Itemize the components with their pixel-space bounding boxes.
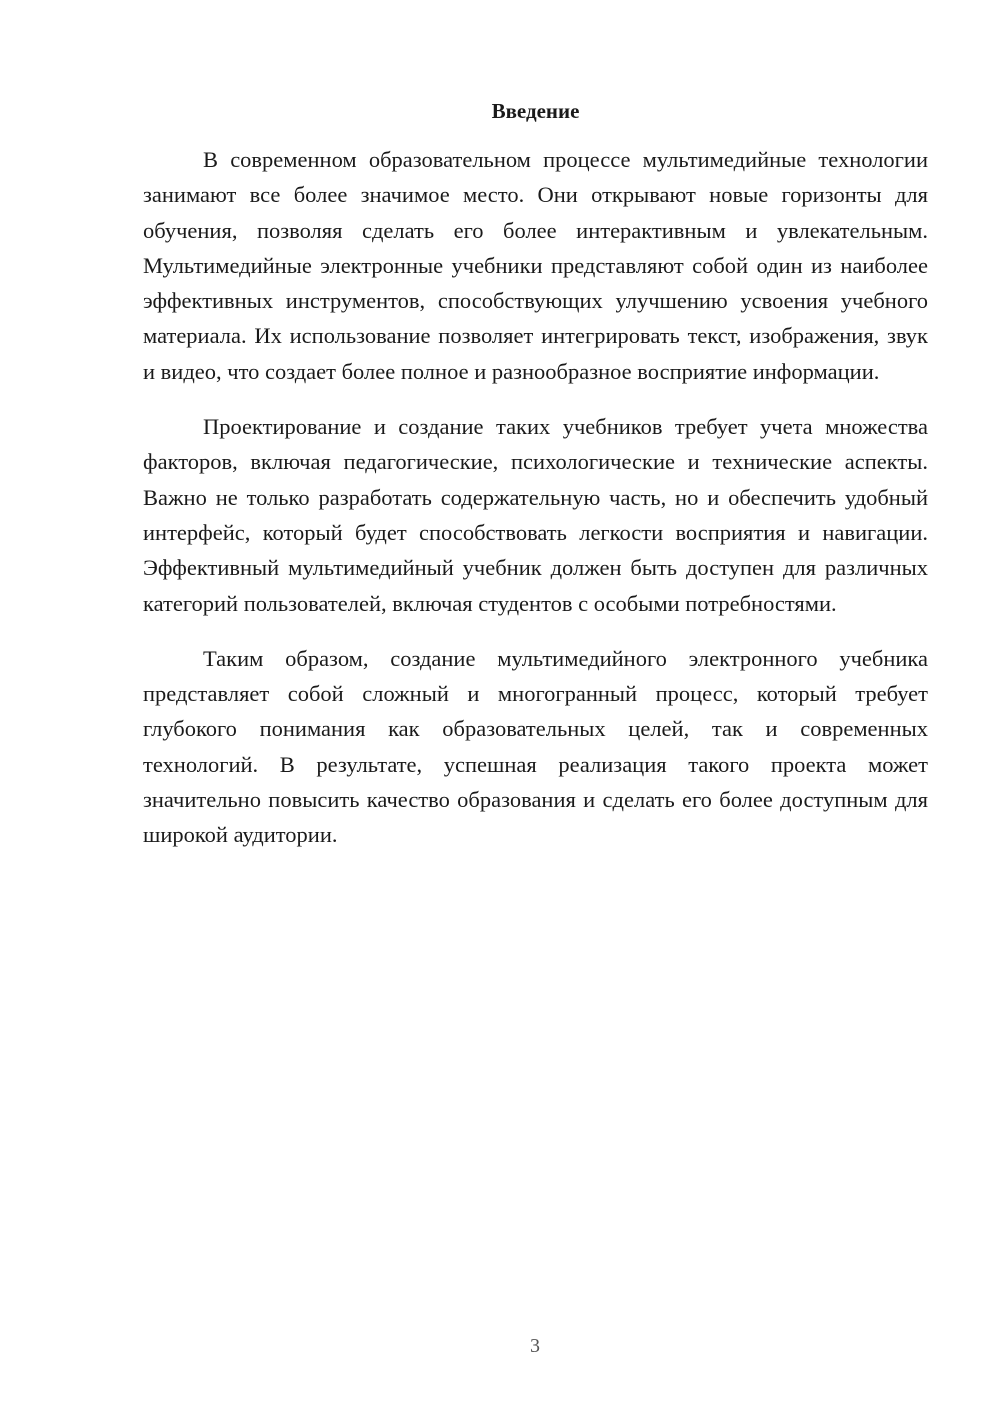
page-number: 3 [530, 1335, 540, 1357]
section-heading: Введение [491, 99, 580, 123]
paragraph-3: Таким образом, создание мультимедийного электронного учебника представляет собой сложный и многогранный процесс, который требует глубокого понимания как образовательных целей, так и современных технологий. В результате, успешная реализация такого проекта может значительно повысить качество образования и сделать его более доступным для широкой аудитории. [143, 645, 928, 848]
paragraph-2: Проектирование и создание таких учебников требует учета множества факторов, включая педагогические, психологические и технические аспекты. Важно не только разработать содержательную часть, но и обеспечить удобный интерфейс, который будет способствовать легкости восприятия и навигации. Эффективный мультимедийный учебник должен быть доступен для различных категорий пользователей, включая студентов с особыми потребностями. [143, 414, 928, 616]
paragraph-1: В современном образовательном процессе мультимедийные технологии занимают все более значимое место. Они открывают новые горизонты для обучения, позволяя сделать его более интерактивным и увлекательным. Мультимедийные электронные учебники представляют собой один из наиболее эффективных инструментов, способствующих улучшению усвоения учебного материала. Их использование позволяет интегрировать текст, изображения, звук и видео, что создает более полное и разнообразное восприятие информации. [143, 147, 928, 384]
page-content [143, 96, 928, 873]
